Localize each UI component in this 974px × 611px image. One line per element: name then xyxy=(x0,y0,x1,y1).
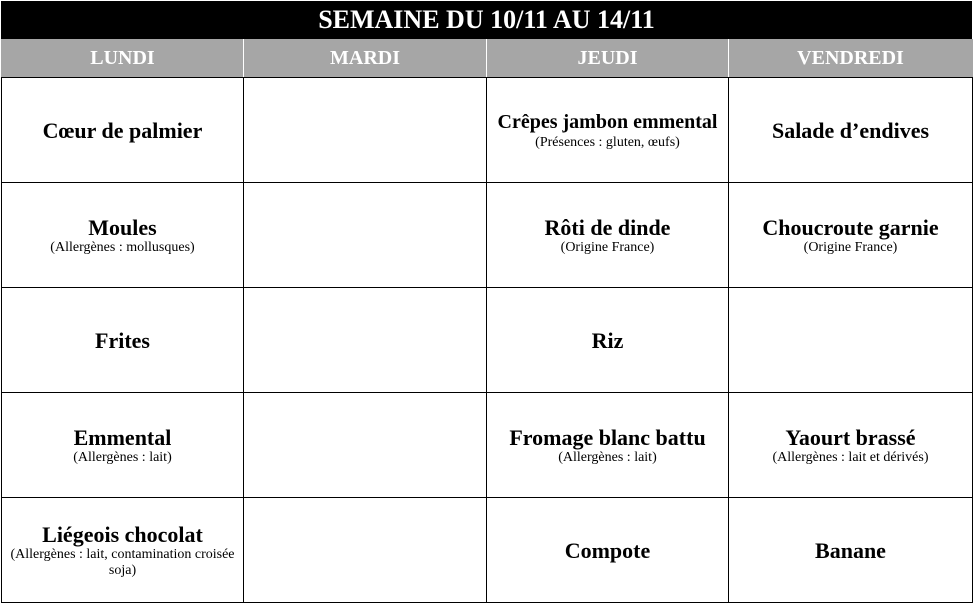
menu-row-plat xyxy=(2,183,973,288)
menu-row-entree xyxy=(2,78,973,183)
menu-row-accompagnement xyxy=(2,288,973,393)
dish-name: Emmental xyxy=(73,424,172,450)
menu-cell xyxy=(2,393,244,498)
dish-name: Rôti de dinde xyxy=(544,214,671,240)
menu-cell xyxy=(487,288,729,393)
dish-note: (Allergènes : mollusques) xyxy=(50,239,195,255)
menu-cell xyxy=(487,393,729,498)
day-header-lundi: LUNDI xyxy=(2,39,244,78)
weekly-menu xyxy=(1,1,972,611)
menu-cell xyxy=(487,183,729,288)
dish-name: Riz xyxy=(591,327,624,353)
dish-name: Compote xyxy=(564,537,651,563)
menu-cell xyxy=(244,498,487,603)
dish-name: Frites xyxy=(95,327,150,353)
menu-cell xyxy=(729,288,973,393)
menu-cell xyxy=(2,498,244,603)
day-header-jeudi: JEUDI xyxy=(487,39,729,78)
dish-note: (Présences : gluten, œufs) xyxy=(535,134,680,150)
dish-name: Choucroute garnie xyxy=(762,214,939,240)
dish-note: (Allergènes : lait) xyxy=(558,449,657,465)
menu-cell xyxy=(729,78,973,183)
menu-cell xyxy=(2,78,244,183)
dish-note: (Origine France) xyxy=(803,239,898,255)
dish-name: Liégeois chocolat xyxy=(42,521,203,547)
dish-name: Moules xyxy=(88,214,157,240)
menu-cell xyxy=(244,183,487,288)
dish-name: Banane xyxy=(815,537,886,563)
menu-cell xyxy=(244,288,487,393)
day-header-row xyxy=(2,39,973,78)
menu-cell xyxy=(2,288,244,393)
day-header-vendredi: VENDREDI xyxy=(729,39,973,78)
menu-row-dessert xyxy=(2,498,973,603)
dish-note: (Origine France) xyxy=(560,239,655,255)
day-header-mardi: MARDI xyxy=(244,39,487,78)
dish-name: Crêpes jambon emmental xyxy=(497,110,718,133)
menu-cell xyxy=(244,78,487,183)
menu-cell xyxy=(2,183,244,288)
dish-name: Cœur de palmier xyxy=(42,117,203,143)
menu-cell xyxy=(487,78,729,183)
menu-cell xyxy=(729,183,973,288)
menu-cell xyxy=(729,498,973,603)
menu-cell xyxy=(487,498,729,603)
menu-row-laitage xyxy=(2,393,973,498)
dish-note: (Allergènes : lait, contamination croisée soja) xyxy=(10,546,235,578)
menu-cell xyxy=(729,393,973,498)
dish-name: Salade d’endives xyxy=(771,117,930,143)
menu-table xyxy=(1,39,973,603)
dish-name: Fromage blanc battu xyxy=(509,424,706,450)
menu-cell xyxy=(244,393,487,498)
dish-name: Yaourt brassé xyxy=(785,424,916,450)
menu-title: SEMAINE DU 10/11 AU 14/11 xyxy=(1,1,972,39)
dish-note: (Allergènes : lait et dérivés) xyxy=(772,449,929,465)
dish-note: (Allergènes : lait) xyxy=(73,449,172,465)
